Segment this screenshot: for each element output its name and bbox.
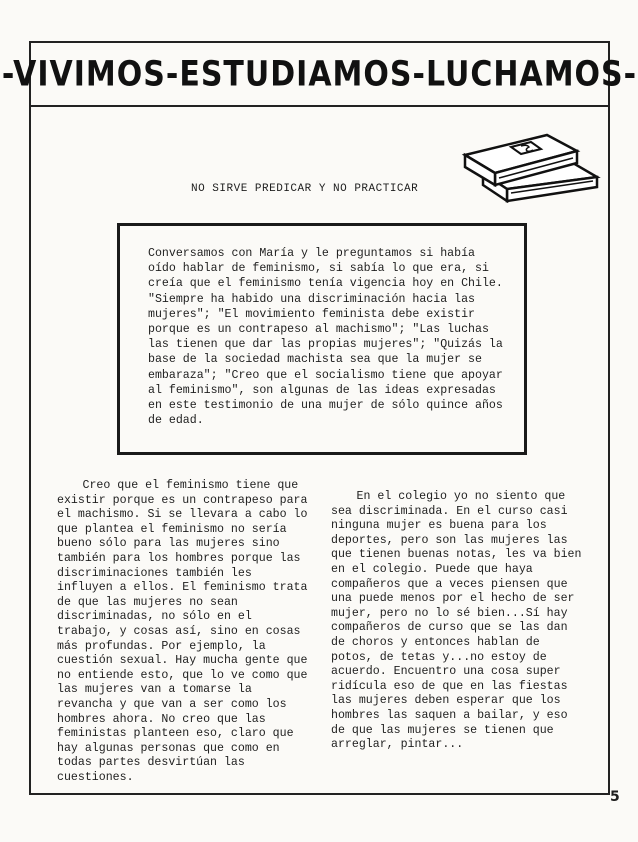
left-column-text: Creo que el feminismo tiene que existir porque es un contrapeso para el machismo. Si se llevara a cabo lo que plantea el feminismo no sería bueno sólo para las mujeres sino también para los hombres porque las discriminaciones también les influyen a ellos. El feminismo trata de que las mujeres no sean discriminadas, no sólo en el trabajo, y cosas así, sino en cosas más profundas. Por ejemplo, la cuestión sexual. Hay mucha gente que no entiende esto, que lo ve como que las mujeres van a tomarse la revancha y que van a ser como los hombres ahora. No creo que las feministas planteen eso, claro que hay algunas personas que como en todas partes desvirtúan las cuestiones. [57,479,308,784]
right-column-text: En el colegio yo no siento que sea discriminada. En el curso casi ninguna mujer es buena para los deportes, pero son las mujeres las que tienen buenas notas, les va bien en el colegio. Puede que haya compañeros que a veces piensen que una puede menos por el hecho de ser mujer, pero no lo sé bien...Sí hay compañeros de curso que se las dan de choros y entonces hablan de potos, de tetas y...no estoy de acuerdo. Encuentro una cosa super ridícula eso de que en las fiestas las mujeres deben esperar que los hombres las saquen a bailar, y eso de que las mujeres se tienen que arreglar, pintar... [331,490,582,752]
right-column [331,490,583,753]
intro-text: Conversamos con María y le preguntamos si había oído hablar de feminismo, si sabía lo que era, si creía que el feminismo tenía vigencia hoy en Chile. "Siempre ha habido una discriminación hacia las mujeres"; "El movimiento feminista debe existir porque es un contrapeso al machismo"; "Las luchas las tienen que dar las propias mujeres"; "Quizás la base de la sociedad machista sea que la mujer se embaraza"; "Creo que el socialismo tiene que apoyar al feminismo", son algunas de las ideas expresadas en este testimonio de una mujer de sólo quince años de edad. [148,247,503,428]
article-subtitle: NO SIRVE PREDICAR Y NO PRACTICAR [191,183,419,195]
books-icon [461,121,601,203]
page-number: 5 [610,789,620,805]
masthead [1,43,638,107]
page-frame [1,41,638,795]
masthead-title: -VIVIMOS-ESTUDIAMOS-LUCHAMOS- [1,53,638,95]
left-column [31,479,311,785]
intro-box [117,223,527,455]
